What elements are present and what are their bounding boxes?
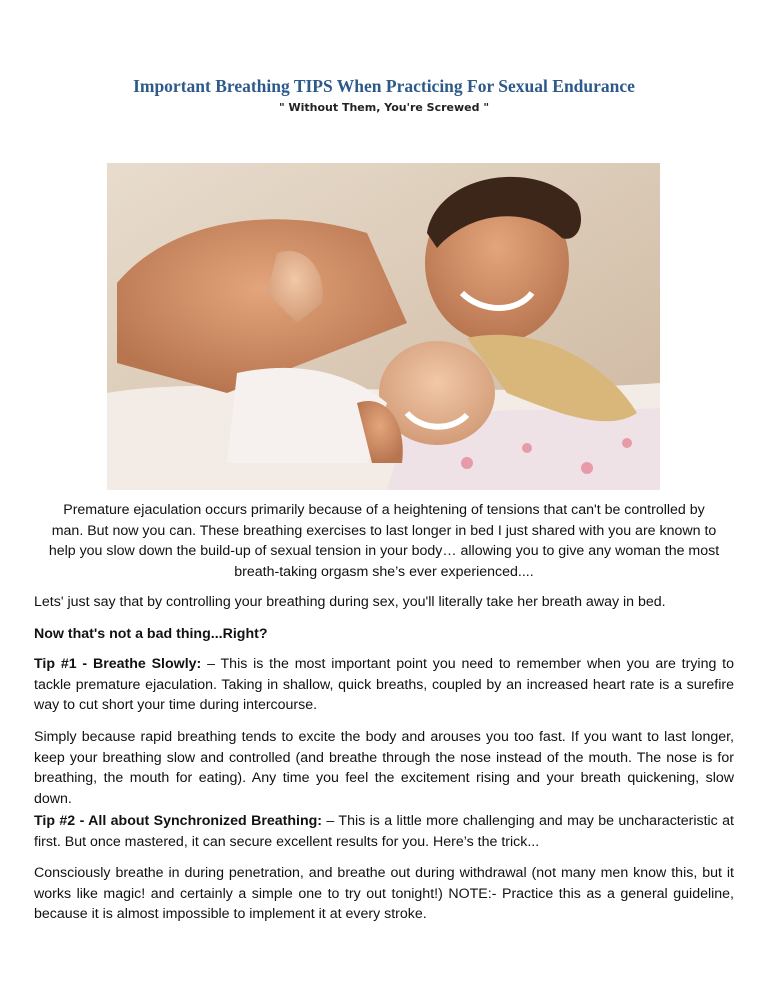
tip-2-paragraph: [34, 811, 734, 852]
tip-1-label: Tip #1 - Breathe Slowly:: [34, 656, 202, 672]
tip-1-text: – This is the most important point you need to remember when you are trying to tackle premature ejaculation. Taking in shallow, quick breaths, coupled by an increased heart rate is a surefire way to cut short your time during intercourse.: [34, 656, 734, 713]
page-title: Important Breathing TIPS When Practicing For Sexual Endurance: [133, 76, 635, 96]
page-subtitle: " Without Them, You're Screwed ": [278, 101, 490, 114]
image-caption: Premature ejaculation occurs primarily because of a heightening of tensions that can't be controlled by man. But now you can. These breathing exercises to last longer in bed I just shared with you are known to help you slow down the build-up of sexual tension in your body… allowing you to give any woman the most breath-taking orgasm she’s ever experienced....: [48, 502, 720, 580]
tip-1-detail-paragraph: Simply because rapid breathing tends to excite the body and arouses you too fast. If you want to last longer, keep your breathing slow and controlled (and breathe through the nose instead of the mouth. The nose is for breathing, the mouth for eating). Any time you feel the excitement rising and your breath quickening, slow down.: [34, 729, 734, 807]
intro-paragraph: Lets' just say that by controlling your breathing during sex, you'll literally take her breath away in bed.: [34, 594, 666, 610]
couple-photo: [107, 163, 660, 490]
tip-1-paragraph: [34, 654, 734, 716]
question-heading: Now that's not a bad thing...Right?: [34, 626, 268, 642]
tip-2-text: – This is a little more challenging and may be uncharacteristic at first. But once mastered, it can secure excellent results for you. Here’s the trick...: [34, 813, 734, 850]
tip-2-label: Tip #2 - All about Synchronized Breathing:: [34, 813, 323, 829]
tip-2-detail-paragraph: Consciously breathe in during penetration, and breathe out during withdrawal (not many men know this, but it works like magic! and certainly a simple one to try out tonight!) NOTE:- Practice this as a general guideline, because it is almost impossible to implement it at every stroke.: [34, 865, 734, 922]
